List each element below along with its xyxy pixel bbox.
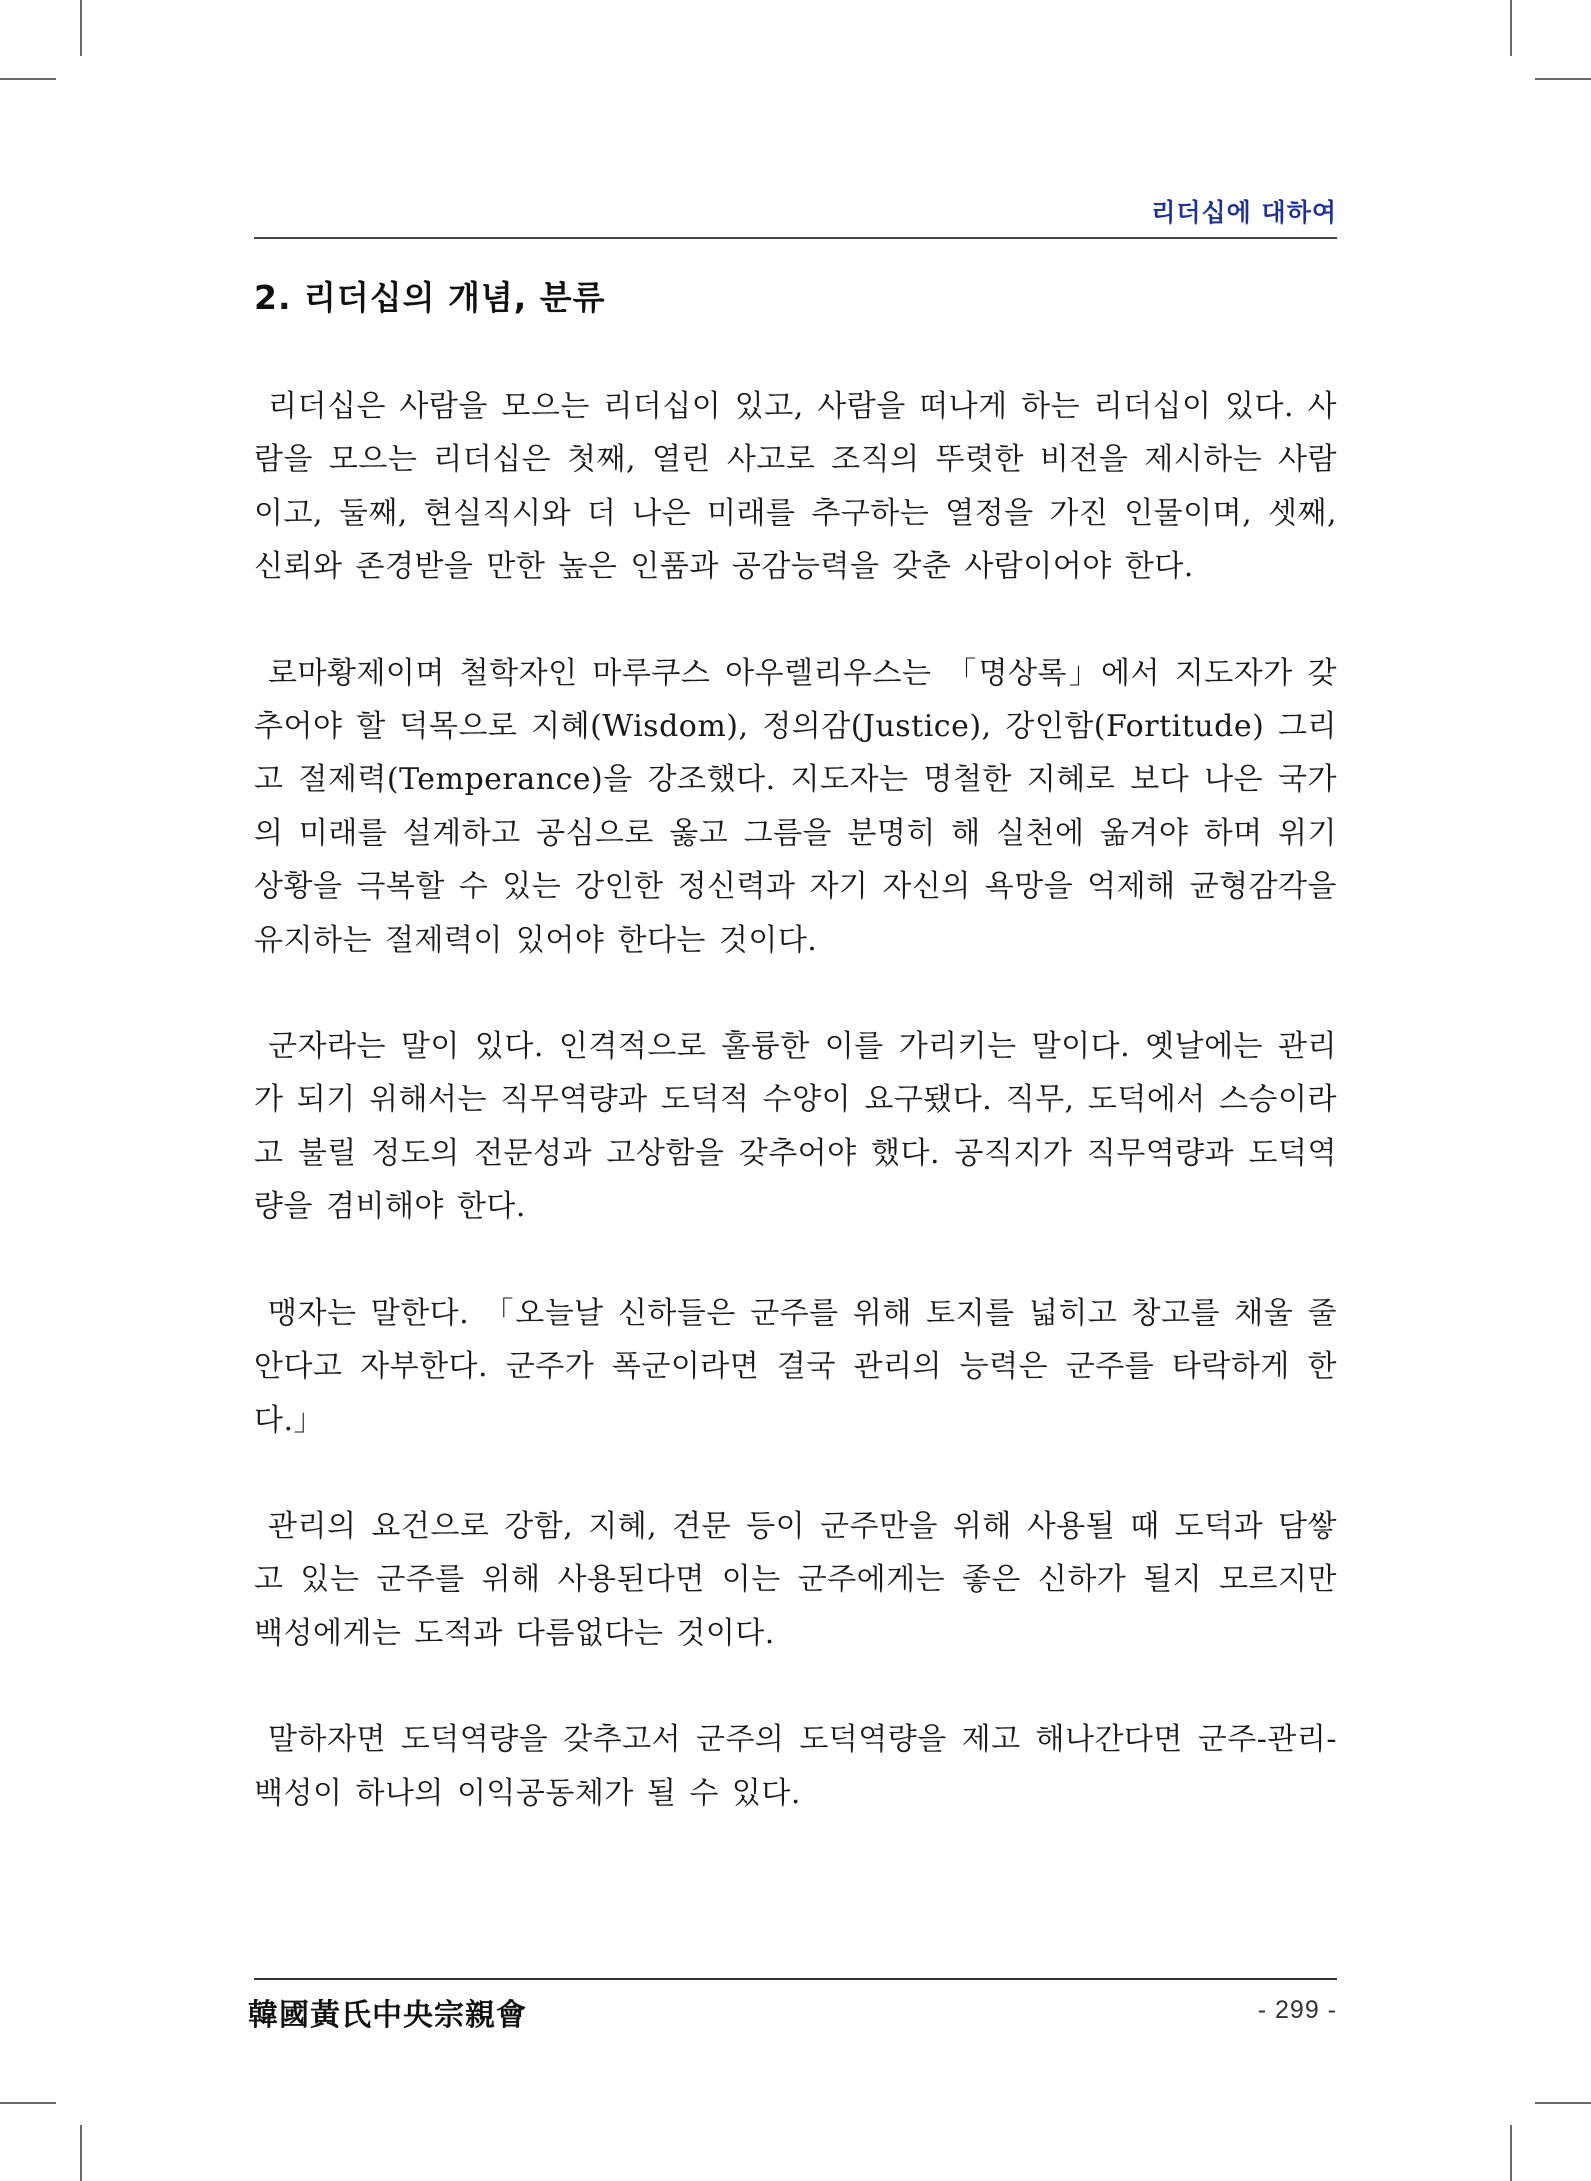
crop-mark-top-right-horizontal [1535,78,1591,80]
footer-divider [254,1978,1337,1980]
crop-mark-top-left-vertical [80,0,82,56]
running-header: 리더십에 대하여 [1151,198,1337,227]
page-number: - 299 - [1257,1996,1337,2024]
paragraph-2: 로마황제이며 철학자인 마루쿠스 아우렐리우스는 「명상록」에서 지도자가 갖추어야 할 덕목으로 지혜(Wisdom), 정의감(Justice), 강인함(Fortitude) 그리고 절제력(Temperance)을 강조했다. 지도자는 명철한 지혜로 보다 나은 국가의 미래를 설계하고 공심으로 옳고 그름을 분명히 해 실천에 옮겨야 하며 위기 상황을 극복할 수 있는 강인한 정신력과 자기 자신의 욕망을 억제해 균형감각을 유지하는 절제력이 있어야 한다는 것이다. [254,655,1337,958]
crop-mark-top-left-horizontal [0,78,56,80]
crop-mark-top-right-vertical [1510,0,1512,56]
paragraph-1: 리더십은 사람을 모으는 리더십이 있고, 사람을 떠나게 하는 리더십이 있다. 사람을 모으는 리더십은 첫째, 열린 사고로 조직의 뚜렷한 비전을 제시하는 사람이고, 둘째, 현실직시와 더 나은 미래를 추구하는 열정을 가진 인물이며, 셋째, 신뢰와 존경받을 만한 높은 인품과 공감능력을 갖춘 사람이어야 한다. [254,389,1337,585]
paragraph-3: 군자라는 말이 있다. 인격적으로 훌륭한 이를 가리키는 말이다. 옛날에는 관리가 되기 위해서는 직무역량과 도덕적 수양이 요구됐다. 직무, 도덕에서 스승이라고 불릴 정도의 전문성과 고상함을 갖추어야 했다. 공직지가 직무역량과 도덕역량을 겸비해야 한다. [254,1029,1337,1225]
paragraph-5: 관리의 요건으로 강함, 지혜, 견문 등이 군주만을 위해 사용될 때 도덕과 담쌓고 있는 군주를 위해 사용된다면 이는 군주에게는 좋은 신하가 될지 모르지만 백성에게는 도적과 다름없다는 것이다. [254,1508,1337,1651]
crop-mark-bottom-left-vertical [80,2125,82,2181]
section-title: 2. 리더십의 개념, 분류 [254,278,606,317]
crop-mark-bottom-left-horizontal [0,2102,56,2104]
crop-mark-bottom-right-vertical [1510,2125,1512,2181]
footer-logo: 韓國黃氏中央宗親會 [248,1998,527,2033]
crop-mark-bottom-right-horizontal [1535,2102,1591,2104]
paragraph-4: 맹자는 말한다. 「오늘날 신하들은 군주를 위해 토지를 넓히고 창고를 채울 줄 안다고 자부한다. 군주가 폭군이라면 결국 관리의 능력은 군주를 타락하게 한다.」 [254,1295,1337,1438]
paragraph-6: 말하자면 도덕역량을 갖추고서 군주의 도덕역량을 제고 해나간다면 군주-관리-백성이 하나의 이익공동체가 될 수 있다. [254,1722,1337,1811]
header-divider [254,237,1337,239]
body-text [254,380,1337,1873]
